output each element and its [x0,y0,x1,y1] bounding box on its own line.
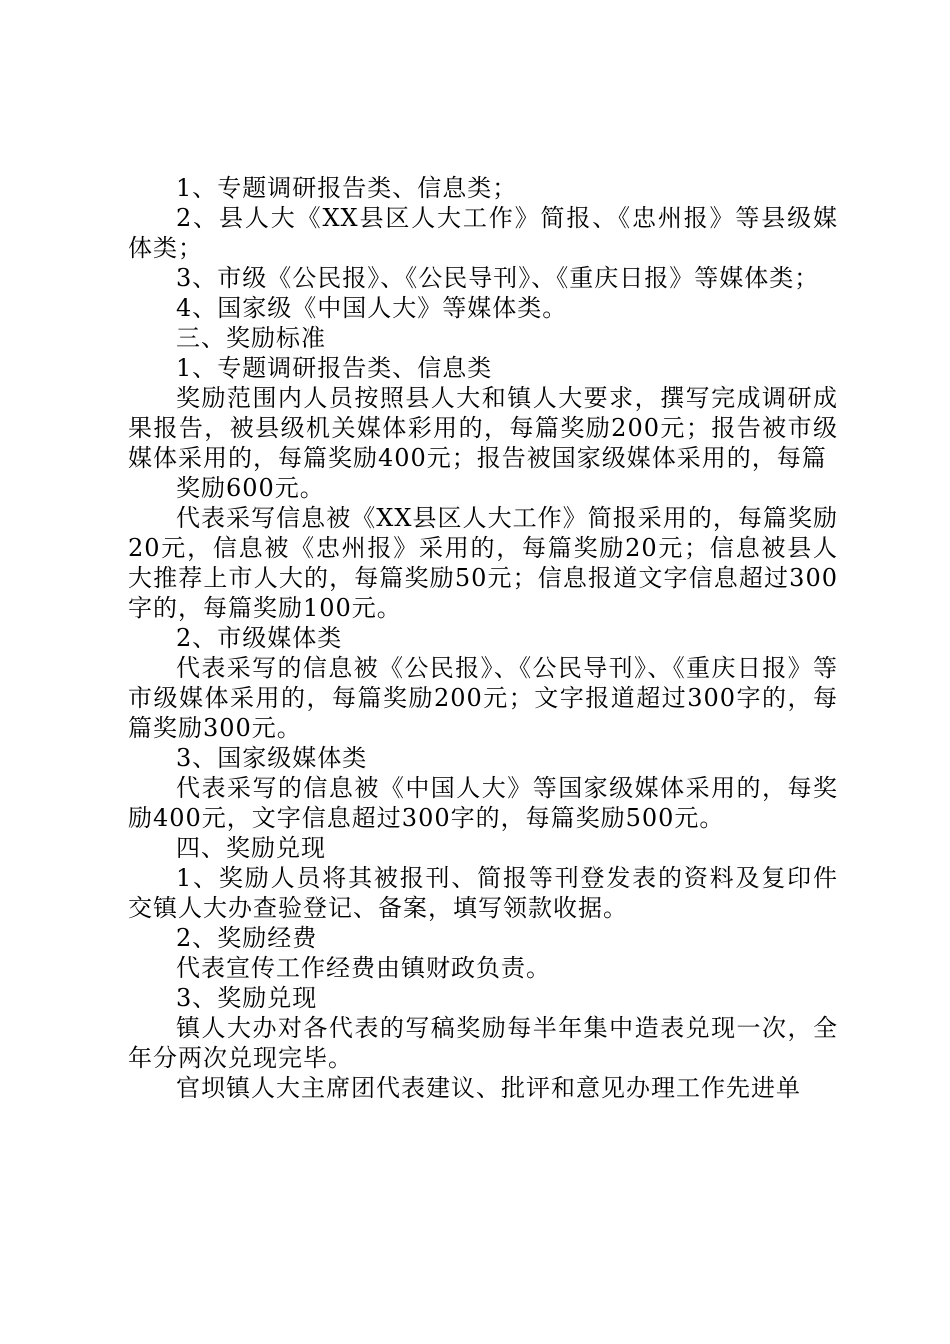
paragraph-category-1: 1、专题调研报告类、信息类； [176,174,518,202]
subheading-reward-funds: 2、奖励经费 [176,924,318,952]
paragraph-information-rewards: 代表采写信息被《XX县区人大工作》简报采用的，每篇奖励20元，信息被《忠州报》采用的，每篇奖励20元；信息被县人大推荐上市人大的，每篇奖励50元；信息报道文字信息超过300字的，每篇奖励100元。 [128,504,838,622]
paragraph-national-media-rewards: 代表采写的信息被《中国人大》等国家级媒体采用的，每奖励400元，文字信息超过300字的，每篇奖励500元。 [128,774,838,832]
paragraph-category-4: 4、国家级《中国人大》等媒体类。 [176,294,568,322]
paragraph-research-report-rewards: 奖励范围内人员按照县人大和镇人大要求，撰写完成调研成果报告，被县级机关媒体彩用的，每篇奖励200元；报告被市级媒体采用的，每篇奖励400元；报告被国家级媒体采用的，每篇 [128,384,838,472]
paragraph-city-media-rewards: 代表采写的信息被《公民报》、《公民导刊》、《重庆日报》等市级媒体采用的，每篇奖励200元；文字报道超过300字的，每篇奖励300元。 [128,654,838,742]
paragraph-redemption-procedure: 1、奖励人员将其被报刊、简报等刊登发表的资料及复印件交镇人大办查验登记、备案，填写领款收据。 [128,864,838,922]
paragraph-reward-funds: 代表宣传工作经费由镇财政负责。 [176,954,551,982]
section-heading-reward-standards: 三、奖励标准 [176,324,326,352]
subheading-research-report: 1、专题调研报告类、信息类 [176,354,493,382]
paragraph-redemption-schedule: 镇人大办对各代表的写稿奖励每半年集中造表兑现一次，全年分两次兑现完毕。 [128,1014,838,1072]
section-heading-reward-redemption: 四、奖励兑现 [176,834,326,862]
paragraph-category-3: 3、市级《公民报》、《公民导刊》、《重庆日报》等媒体类； [176,264,820,292]
document-body [128,173,838,1103]
subheading-city-media: 2、市级媒体类 [176,624,343,652]
paragraph-category-2: 2、县人大《XX县区人大工作》简报、《忠州报》等县级媒体类； [128,204,838,262]
subheading-national-media: 3、国家级媒体类 [176,744,368,772]
subheading-reward-redemption: 3、奖励兑现 [176,984,318,1012]
paragraph-research-report-continued: 奖励600元。 [176,474,325,502]
paragraph-advanced-unit-title: 官坝镇人大主席团代表建议、批评和意见办理工作先进单 [176,1074,801,1102]
